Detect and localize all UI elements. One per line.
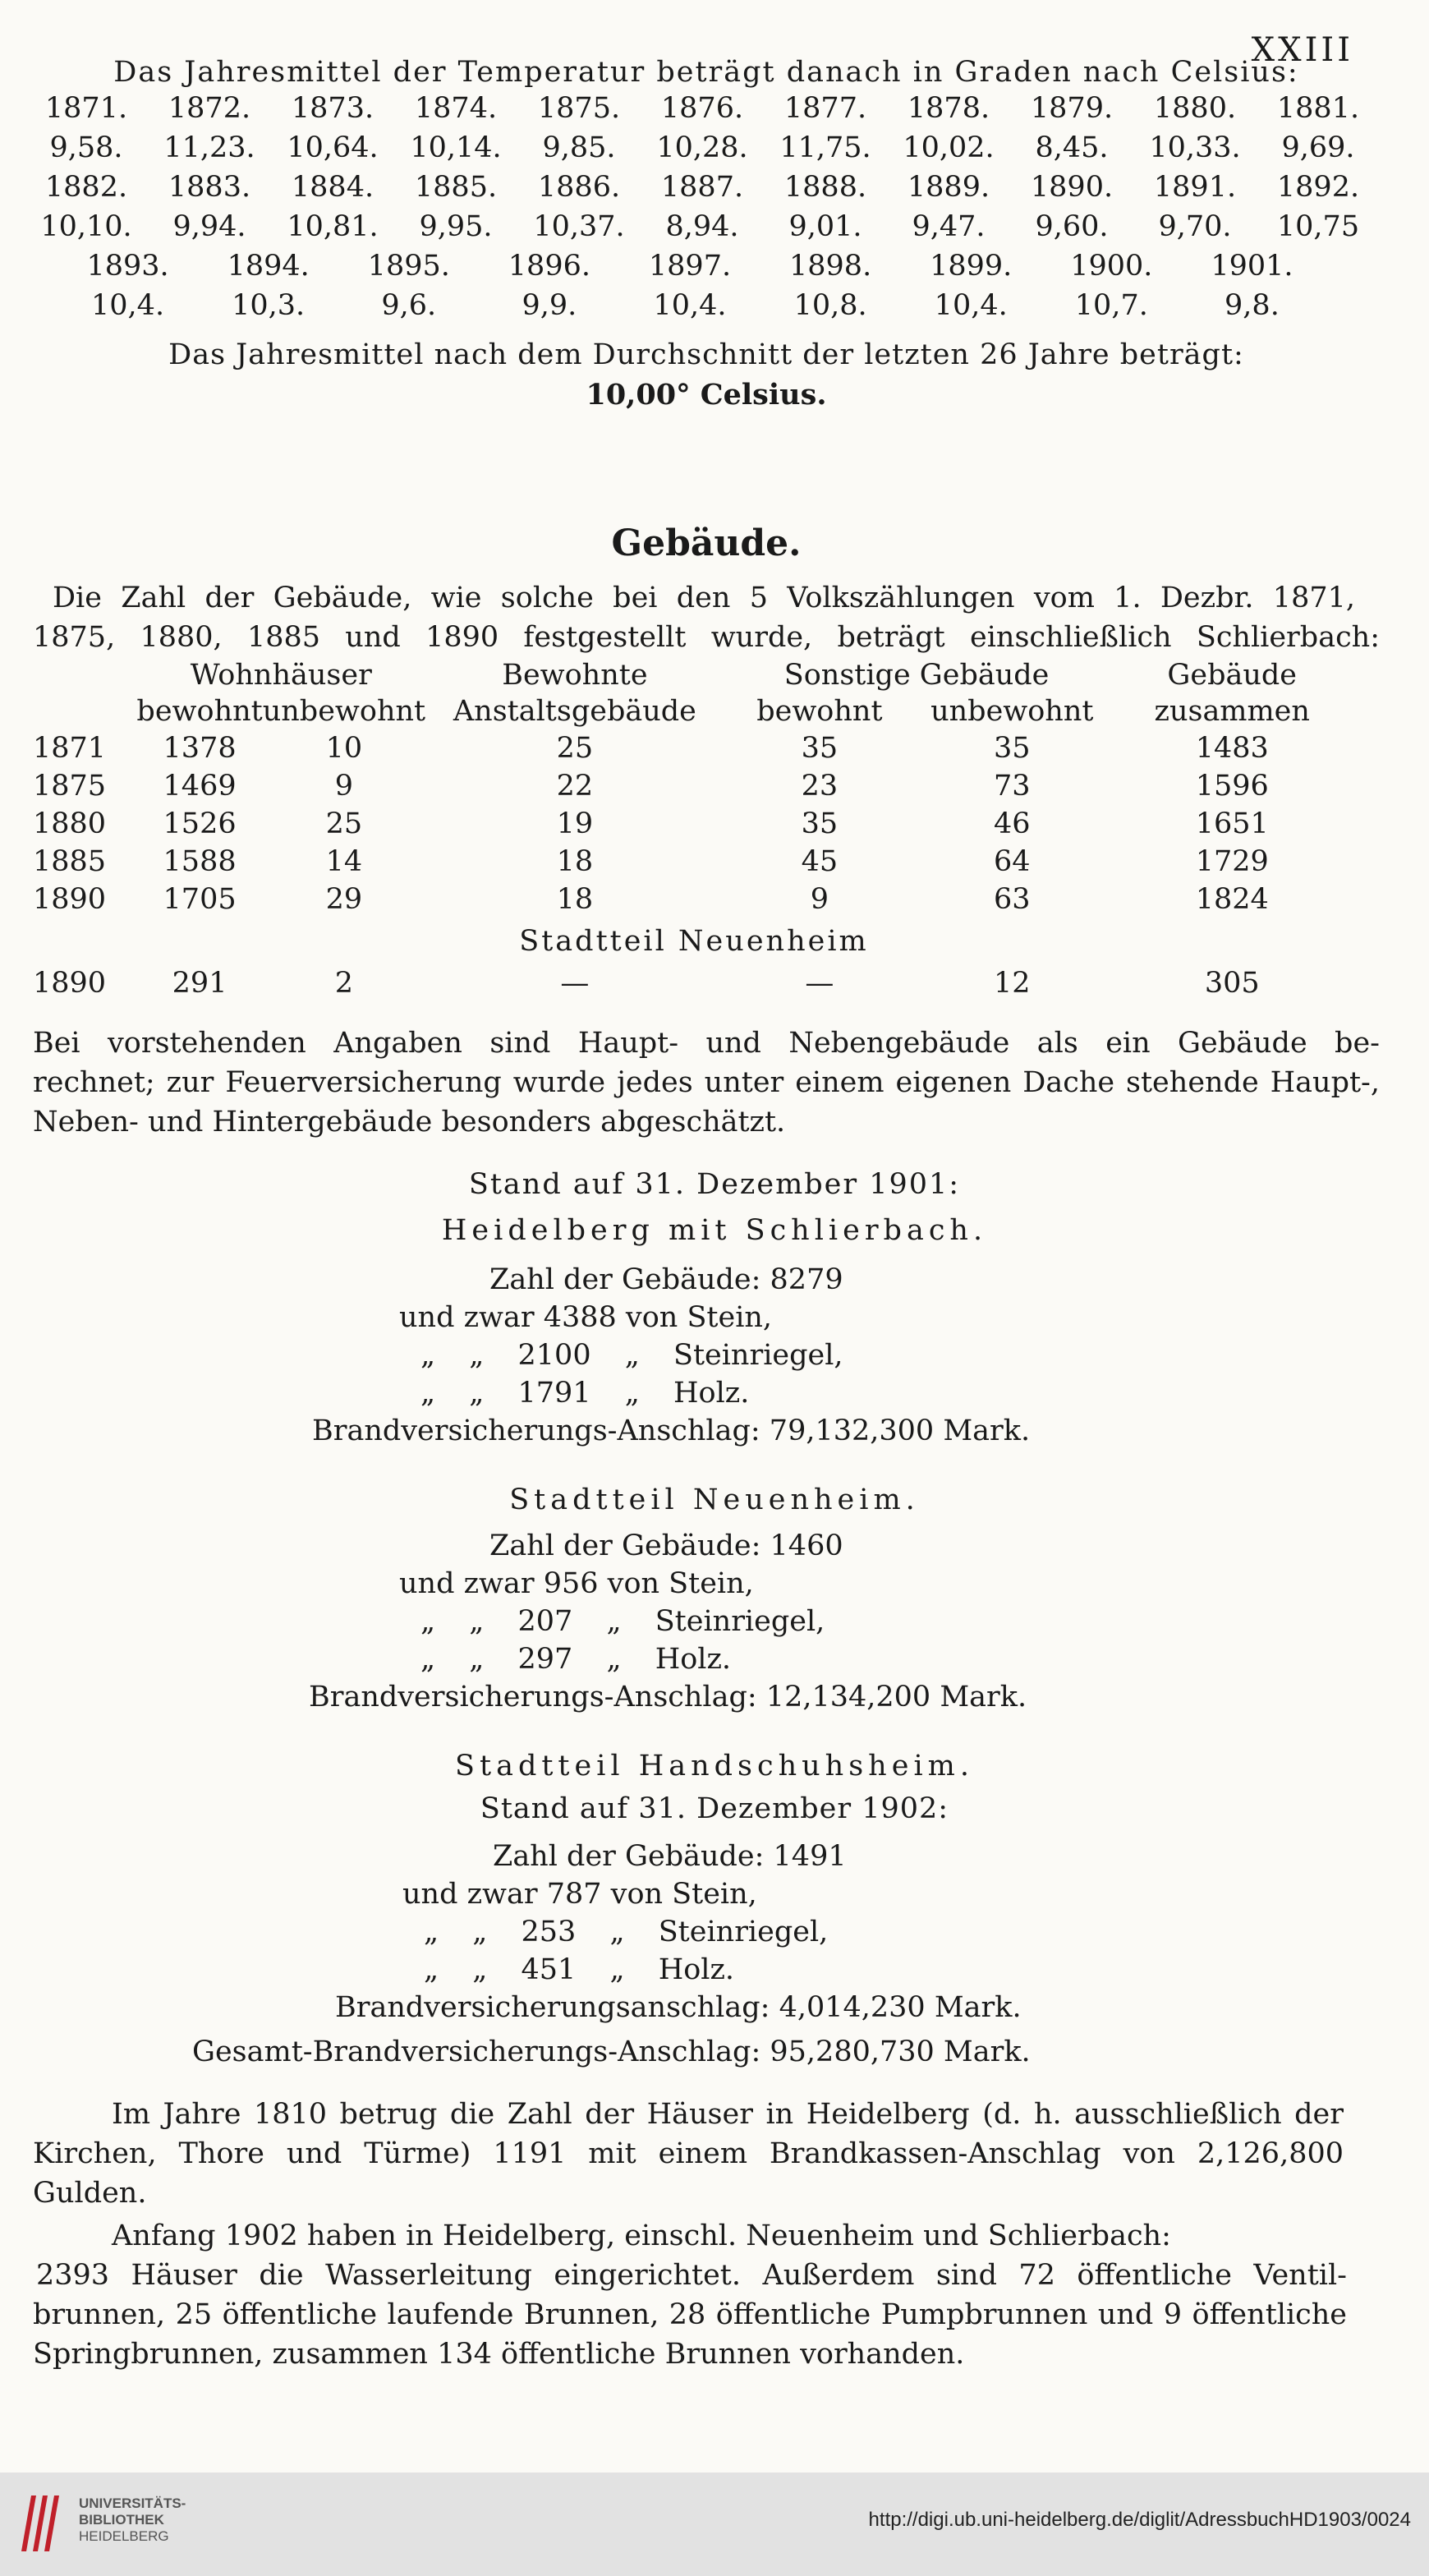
- stand-1901-stein: und zwar 4388 von Stein,: [399, 1301, 773, 1334]
- row-year: 1885: [33, 845, 107, 878]
- temperature-value-cell: 9,85.: [542, 131, 616, 164]
- year-cell: 1877.: [783, 92, 867, 125]
- year-cell: 1893.: [86, 250, 169, 283]
- temperature-years-row-2: [25, 171, 1380, 204]
- temperature-value-cell: 10,8.: [793, 289, 867, 322]
- row-year: 1875: [33, 770, 107, 803]
- table-row: [33, 964, 1355, 1002]
- temperature-intro: Das Jahresmittel der Temperatur beträgt danach in Graden nach Celsius:: [113, 56, 1299, 89]
- temperature-value-cell: 8,94.: [665, 210, 739, 243]
- table-cell: 19: [556, 807, 594, 840]
- temperature-value-cell: 9,01.: [788, 210, 862, 243]
- handschuhsheim-count: Zahl der Gebäude: 1491: [493, 1840, 847, 1873]
- year-cell: 1886.: [537, 171, 621, 204]
- header-bewohnt: bewohnt: [136, 695, 263, 728]
- library-name-line-2: BIBLIOTHEK: [79, 2512, 164, 2528]
- header-zusammen: zusammen: [1154, 695, 1310, 728]
- year-cell: 1873.: [291, 92, 374, 125]
- year-cell: 1878.: [907, 92, 990, 125]
- year-cell: 1885.: [414, 171, 498, 204]
- footer-bar: [0, 2472, 1429, 2576]
- neuenheim-stein: und zwar 956 von Stein,: [399, 1567, 754, 1600]
- table-cell: 73: [994, 770, 1031, 803]
- temperature-value-cell: 9,6.: [381, 289, 437, 322]
- year-cell: 1880.: [1153, 92, 1237, 125]
- year-cell: 1874.: [414, 92, 498, 125]
- table-cell: 35: [801, 807, 839, 840]
- table-cell: 45: [801, 845, 839, 878]
- stand-1901-title: Stand auf 31. Dezember 1901:: [468, 1168, 961, 1201]
- table-cell: 10: [325, 732, 363, 765]
- page-number: XXIII: [1251, 31, 1353, 69]
- temperature-value-cell: 10,10.: [40, 210, 132, 243]
- temperature-value-cell: 10,75: [1276, 210, 1360, 243]
- table-row: [33, 881, 1355, 918]
- neuenheim-brand: Brandversicherungs-Anschlag: 12,134,200 Mark.: [309, 1681, 1027, 1714]
- year-cell: 1871.: [44, 92, 128, 125]
- table-cell: 1729: [1195, 845, 1269, 878]
- year-cell: 1892.: [1276, 171, 1360, 204]
- temperature-years-row-1: [25, 92, 1380, 125]
- neuenheim-label-row: [33, 918, 1355, 964]
- table-cell: 63: [994, 883, 1031, 916]
- table-cell: 35: [801, 732, 839, 765]
- university-library-logo-icon[interactable]: [18, 2489, 64, 2555]
- table-cell: 1588: [163, 845, 237, 878]
- year-cell: 1901.: [1211, 250, 1293, 283]
- table-cell: 35: [994, 732, 1031, 765]
- stand-1901-brand: Brandversicherungs-Anschlag: 79,132,300 Mark.: [312, 1414, 1031, 1447]
- year-cell: 1879.: [1030, 92, 1114, 125]
- table-cell: —: [560, 967, 590, 1000]
- temperature-value-cell: 10,7.: [1074, 289, 1148, 322]
- table-cell: 18: [556, 845, 594, 878]
- year-cell: 1882.: [44, 171, 128, 204]
- neuenheim-holz: „ „ 297 „ Holz.: [420, 1643, 732, 1676]
- temperature-values-row-1: [25, 131, 1380, 164]
- year-cell: 1876.: [660, 92, 744, 125]
- year-cell: 1900.: [1070, 250, 1153, 283]
- row-year: 1880: [33, 807, 107, 840]
- gesamt-brand: Gesamt-Brandversicherungs-Anschlag: 95,280,730 Mark.: [192, 2036, 1031, 2068]
- table-cell: 9: [810, 883, 829, 916]
- year-cell: 1897.: [648, 250, 732, 283]
- library-name-line-1: UNIVERSITÄTS-: [79, 2496, 186, 2511]
- temperature-years-row-3: [57, 250, 1322, 283]
- neuenheim-title: Stadtteil Neuenheim.: [509, 1484, 920, 1516]
- temperature-value-cell: 10,33.: [1149, 131, 1241, 164]
- temperature-value-cell: 9,47.: [912, 210, 986, 243]
- permalink-url[interactable]: http://digi.ub.uni-heidelberg.de/diglit/AdressbuchHD1903/0024: [868, 2509, 1411, 2531]
- history-p2-line-3: brunnen, 25 öffentliche laufende Brunnen, 28 öffentliche Pumpbrunnen und 9 öffentliche: [33, 2298, 1347, 2331]
- temperature-value-cell: 11,23.: [163, 131, 255, 164]
- average-value: 10,00° Celsius.: [586, 378, 827, 412]
- library-name: [79, 2496, 186, 2545]
- handschuhsheim-riegel: „ „ 253 „ Steinriegel,: [424, 1916, 829, 1948]
- table-row: [33, 767, 1355, 805]
- table-cell: 1378: [163, 732, 237, 765]
- year-cell: 1887.: [660, 171, 744, 204]
- table-cell: 291: [172, 967, 227, 1000]
- temperature-values-row-2: [25, 210, 1380, 243]
- table-cell: —: [805, 967, 834, 1000]
- temperature-value-cell: 10,64.: [287, 131, 379, 164]
- temperature-value-cell: 10,28.: [656, 131, 748, 164]
- year-cell: 1899.: [930, 250, 1013, 283]
- note-line-1: Bei vorstehenden Angaben sind Haupt- und Nebengebäude als ein Gebäude be-: [33, 1027, 1380, 1060]
- table-cell: 2: [334, 967, 354, 1000]
- temperature-value-cell: 8,45.: [1035, 131, 1109, 164]
- library-name-line-3: HEIDELBERG: [79, 2528, 169, 2544]
- handschuhsheim-stand: Stand auf 31. Dezember 1902:: [480, 1792, 949, 1825]
- neuenheim-count: Zahl der Gebäude: 1460: [489, 1530, 843, 1562]
- year-cell: 1898.: [789, 250, 872, 283]
- note-line-2: rechnet; zur Feuerversicherung wurde jedes unter einem eigenen Dache stehende Haupt-,: [33, 1066, 1380, 1099]
- stand-1901-place: Heidelberg mit Schlierbach.: [441, 1214, 988, 1247]
- temperature-value-cell: 9,58.: [49, 131, 123, 164]
- history-p2-line-4: Springbrunnen, zusammen 134 öffentliche Brunnen vorhanden.: [33, 2338, 965, 2371]
- table-header-row-bottom: [33, 693, 1355, 729]
- temperature-value-cell: 9,9.: [522, 289, 577, 322]
- history-p2-line-1: Anfang 1902 haben in Heidelberg, einschl. Neuenheim und Schlierbach:: [112, 2220, 1171, 2252]
- row-year: 1871: [33, 732, 107, 765]
- stand-1901-holz: „ „ 1791 „ Holz.: [420, 1377, 750, 1410]
- year-cell: 1888.: [783, 171, 867, 204]
- temperature-value-cell: 9,95.: [419, 210, 493, 243]
- temperature-value-cell: 9,69.: [1281, 131, 1355, 164]
- handschuhsheim-holz: „ „ 451 „ Holz.: [424, 1953, 735, 1986]
- year-cell: 1881.: [1276, 92, 1360, 125]
- history-p1-line-2: Kirchen, Thore und Türme) 1191 mit einem Brandkassen-Anschlag von 2,126,800: [33, 2137, 1344, 2170]
- header-wohnhaeuser: Wohnhäuser: [190, 659, 372, 692]
- header-anstaltsgebaeude: Anstaltsgebäude: [453, 695, 696, 728]
- history-p1-line-1: Im Jahre 1810 betrug die Zahl der Häuser in Heidelberg (d. h. ausschließlich der: [112, 2098, 1344, 2131]
- year-cell: 1884.: [291, 171, 374, 204]
- table-cell: 14: [325, 845, 363, 878]
- year-cell: 1872.: [168, 92, 251, 125]
- temperature-value-cell: 10,4.: [91, 289, 165, 322]
- table-cell: 9: [334, 770, 354, 803]
- temperature-value-cell: 9,94.: [172, 210, 246, 243]
- year-cell: 1894.: [227, 250, 310, 283]
- temperature-value-cell: 9,60.: [1035, 210, 1109, 243]
- table-cell: 1469: [163, 770, 237, 803]
- neuenheim-label: Stadtteil Neuenheim: [519, 925, 869, 958]
- stand-1901-count: Zahl der Gebäude: 8279: [489, 1263, 843, 1296]
- temperature-value-cell: 10,37.: [533, 210, 625, 243]
- table-cell: 1526: [163, 807, 237, 840]
- average-intro: Das Jahresmittel nach dem Durchschnitt der letzten 26 Jahre beträgt:: [168, 338, 1244, 371]
- table-row: [33, 805, 1355, 843]
- temperature-values-row-3: [57, 289, 1322, 322]
- table-cell: 1596: [1195, 770, 1269, 803]
- table-cell: 64: [994, 845, 1031, 878]
- temperature-value-cell: 10,81.: [287, 210, 379, 243]
- year-cell: 1896.: [508, 250, 590, 283]
- temperature-value-cell: 10,14.: [410, 131, 502, 164]
- header-cell: [33, 693, 136, 729]
- year-cell: 1875.: [537, 92, 621, 125]
- table-header-row-top: [33, 657, 1355, 693]
- table-cell: 1705: [163, 883, 237, 916]
- stand-1901-riegel: „ „ 2100 „ Steinriegel,: [420, 1339, 843, 1372]
- table-cell: 22: [556, 770, 594, 803]
- year-cell: 1890.: [1030, 171, 1114, 204]
- header-gebaeude: Gebäude: [1167, 659, 1298, 692]
- year-cell: 1895.: [367, 250, 450, 283]
- table-cell: 25: [325, 807, 363, 840]
- table-row: [33, 729, 1355, 767]
- table-cell: 1824: [1195, 883, 1269, 916]
- temperature-value-cell: 11,75.: [779, 131, 871, 164]
- header-unbewohnt: unbewohnt: [262, 695, 426, 728]
- handschuhsheim-brand: Brandversicherungsanschlag: 4,014,230 Mark.: [335, 1991, 1022, 2024]
- table-cell: 305: [1204, 967, 1260, 1000]
- year-cell: 1883.: [168, 171, 251, 204]
- temperature-value-cell: 10,3.: [232, 289, 306, 322]
- table-cell: 29: [325, 883, 363, 916]
- temperature-value-cell: 9,70.: [1158, 210, 1232, 243]
- table-cell: 23: [801, 770, 839, 803]
- header-bewohnte: Bewohnte: [502, 659, 648, 692]
- table-cell: 25: [556, 732, 594, 765]
- row-year: 1890: [33, 883, 107, 916]
- year-cell: 1891.: [1153, 171, 1237, 204]
- table-row: [33, 843, 1355, 881]
- header-cell: [33, 657, 136, 693]
- history-p2-line-2: 2393 Häuser die Wasserleitung eingerichtet. Außerdem sind 72 öffentliche Ventil-: [36, 2259, 1347, 2292]
- handschuhsheim-title: Stadtteil Handschuhsheim.: [455, 1750, 974, 1782]
- note-line-3: Neben- und Hintergebäude besonders abgeschätzt.: [33, 1106, 786, 1138]
- section-heading-gebaeude: Gebäude.: [611, 522, 802, 564]
- neuenheim-riegel: „ „ 207 „ Steinriegel,: [420, 1605, 825, 1638]
- history-p1-line-3: Gulden.: [33, 2177, 147, 2210]
- row-year: 1890: [33, 967, 107, 1000]
- temperature-value-cell: 10,4.: [934, 289, 1008, 322]
- table-cell: 46: [994, 807, 1031, 840]
- header-unbewohnt-sonstige: unbewohnt: [930, 695, 1094, 728]
- table-cell: 12: [994, 967, 1031, 1000]
- table-cell: 18: [556, 883, 594, 916]
- buildings-table: [33, 657, 1355, 1002]
- table-cell: 1651: [1195, 807, 1269, 840]
- year-cell: 1889.: [907, 171, 990, 204]
- temperature-value-cell: 10,4.: [653, 289, 727, 322]
- header-bewohnt-sonstige: bewohnt: [756, 695, 883, 728]
- temperature-value-cell: 10,02.: [903, 131, 995, 164]
- header-sonstige: Sonstige Gebäude: [783, 659, 1050, 692]
- gebaeude-intro-line-1: Die Zahl der Gebäude, wie solche bei den 5 Volkszählungen vom 1. Dezbr. 1871,: [53, 582, 1355, 614]
- table-cell: 1483: [1195, 732, 1269, 765]
- handschuhsheim-stein: und zwar 787 von Stein,: [402, 1878, 757, 1911]
- temperature-value-cell: 9,8.: [1225, 289, 1280, 322]
- gebaeude-intro-line-2: 1875, 1880, 1885 und 1890 festgestellt wurde, beträgt einschließlich Schlierbach:: [33, 621, 1380, 654]
